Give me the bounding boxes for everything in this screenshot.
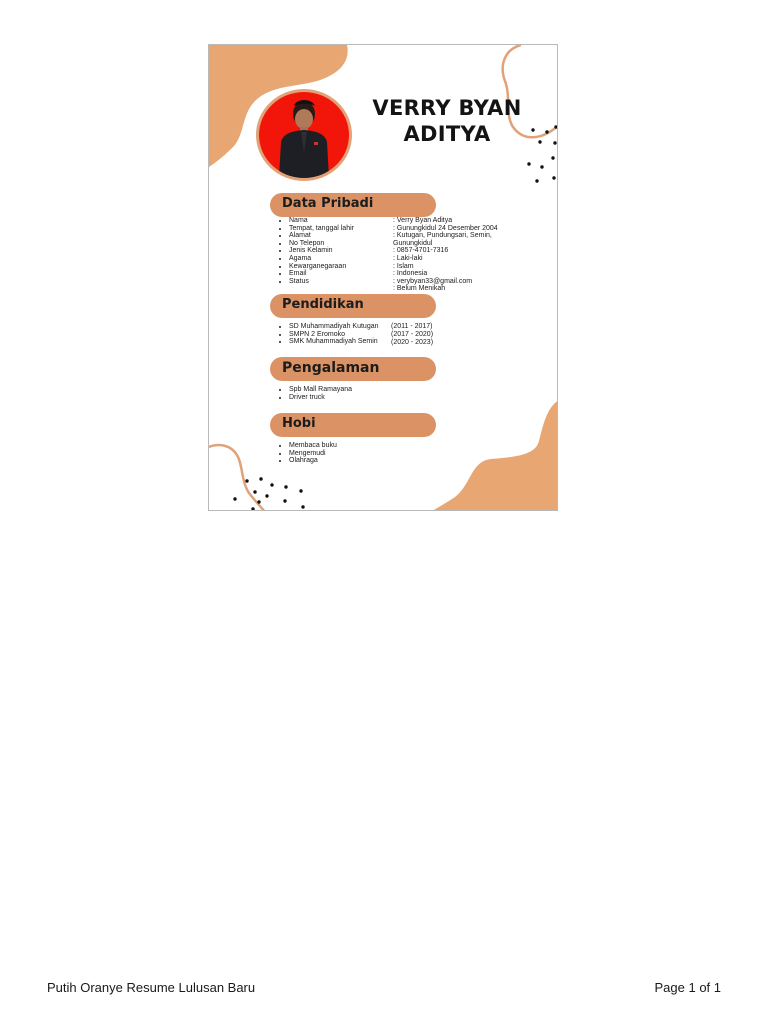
year-range: (2011 - 2017) bbox=[391, 323, 433, 330]
list-item: • Nama bbox=[289, 217, 354, 225]
value-text: : Islam bbox=[393, 262, 414, 270]
section-header-personal bbox=[270, 193, 436, 217]
bottom-left-outline bbox=[209, 445, 265, 511]
list-item: • Olahraga bbox=[289, 457, 337, 465]
person-silhouette bbox=[259, 92, 349, 178]
bottom-right-blob bbox=[431, 400, 558, 511]
list-item: • Spb Mall Ramayana bbox=[289, 386, 352, 394]
profile-photo bbox=[259, 92, 349, 178]
list-item: • Email bbox=[289, 270, 354, 278]
value-text: : Indonesia bbox=[393, 270, 428, 278]
year-range: (2020 - 2023) bbox=[391, 338, 434, 346]
section-header-hobby bbox=[270, 413, 436, 437]
list-item: • Agama bbox=[289, 255, 354, 263]
list-item: • No Telepon bbox=[289, 240, 354, 248]
document-title: Putih Oranye Resume Lulusan Baru bbox=[47, 980, 256, 995]
page-indicator: Page 1 of 1 bbox=[654, 980, 721, 995]
section-title-hobby: Hobi bbox=[282, 416, 316, 431]
year-range: (2017 - 2020) bbox=[391, 330, 434, 338]
list-item: • Driver truck bbox=[289, 394, 352, 402]
personal-labels-list bbox=[279, 217, 354, 285]
value-text: Gunungkidul bbox=[393, 239, 433, 247]
value-text: : 0857-4701-7316 bbox=[393, 247, 449, 255]
list-item: • Mengemudi bbox=[289, 450, 337, 458]
education-list bbox=[279, 323, 379, 346]
list-item: • SD Muhammadiyah Kutugan bbox=[289, 323, 379, 331]
list-item: • Jenis Kelamin bbox=[289, 247, 354, 255]
experience-list bbox=[279, 386, 352, 401]
section-header-experience bbox=[270, 357, 436, 381]
list-item: • Membaca buku bbox=[289, 442, 337, 450]
section-title-education: Pendidikan bbox=[282, 297, 364, 312]
list-item: • Tempat, tanggal lahir bbox=[289, 225, 354, 233]
value-text: : Gunungkidul 24 Desember 2004 bbox=[393, 224, 498, 232]
education-years bbox=[391, 323, 433, 346]
list-item: • Alamat bbox=[289, 232, 354, 240]
value-text: : Kutugan, Pundungsari, Semin, bbox=[393, 232, 492, 240]
section-header-education bbox=[270, 294, 436, 318]
hobby-list bbox=[279, 442, 337, 465]
section-title-personal: Data Pribadi bbox=[282, 196, 374, 211]
list-item: • SMPN 2 Eromoko bbox=[289, 331, 379, 339]
resume-page bbox=[208, 44, 558, 511]
list-item: • SMK Muhammadiyah Semin bbox=[289, 338, 379, 346]
value-text: : Belum Menikah bbox=[393, 285, 446, 293]
personal-values bbox=[393, 217, 523, 293]
value-text: : verybyan33@gmail.com bbox=[393, 277, 473, 285]
name-line-1: VERRY BYAN bbox=[372, 96, 522, 120]
list-item: • Kewarganegaraan bbox=[289, 263, 354, 271]
value-text: : Verry Byan Aditya bbox=[393, 217, 453, 224]
section-title-experience: Pengalaman bbox=[282, 360, 380, 376]
candidate-name bbox=[347, 95, 547, 147]
name-line-2: ADITYA bbox=[403, 122, 491, 146]
value-text: : Laki-laki bbox=[393, 254, 423, 262]
list-item: • Status bbox=[289, 278, 354, 286]
